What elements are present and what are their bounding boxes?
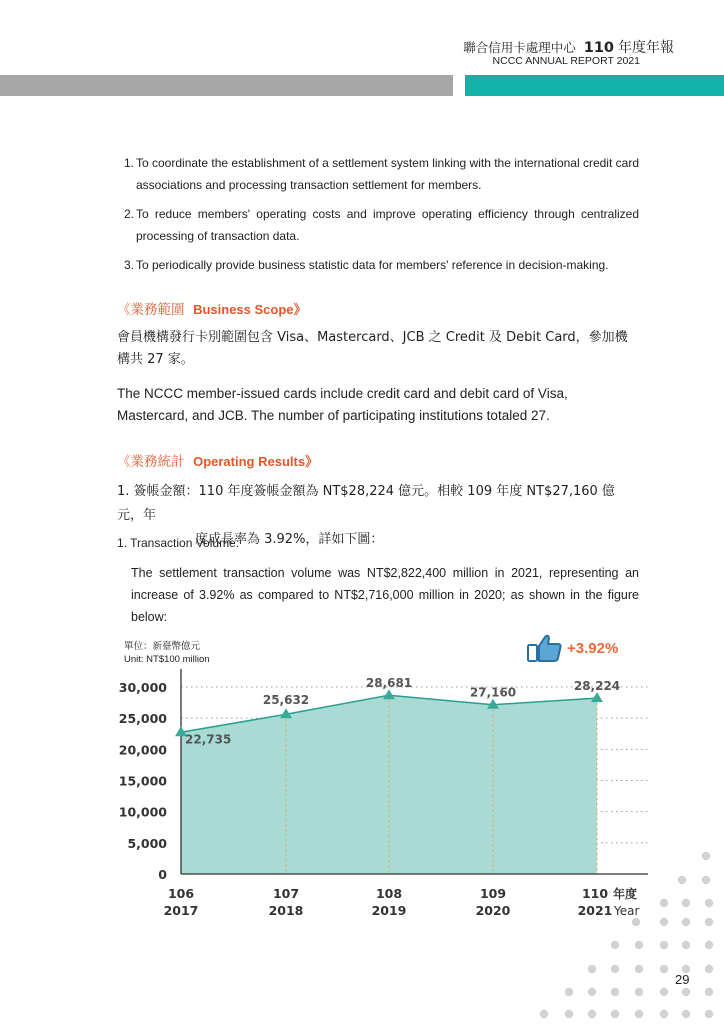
- decorative-dot: [682, 899, 690, 907]
- decorative-dot: [540, 1010, 548, 1018]
- header-title-en: NCCC ANNUAL REPORT 2021: [492, 55, 640, 67]
- data-label: 22,735: [185, 732, 232, 747]
- goal-item: 2. To reduce members' operating costs and improve operating efficiency through centralized processing of transaction data.: [124, 207, 639, 243]
- x-tick-label: 109: [479, 886, 507, 901]
- header-band-gray: [0, 75, 453, 96]
- x-axis-unit-cn: 年度: [613, 887, 638, 901]
- report-title-suffix: 年度年報: [618, 40, 674, 56]
- decorative-dot: [660, 965, 668, 973]
- growth-rate: +3.92%: [567, 639, 619, 657]
- decorative-dot: [702, 852, 710, 860]
- y-tick-label: 10,000: [118, 804, 167, 820]
- decorative-dot: [660, 1010, 668, 1018]
- data-label: 27,160: [469, 685, 517, 700]
- header-band-teal: [465, 75, 724, 96]
- transaction-volume-title: 1. Transaction Volume:: [117, 536, 240, 550]
- thumbs-up-icon: [527, 633, 563, 663]
- data-point: [591, 692, 603, 702]
- x-tick-label: 107: [272, 886, 300, 901]
- data-label: 28,681: [365, 676, 413, 691]
- decorative-dot: [705, 965, 713, 973]
- y-tick-label: 30,000: [118, 680, 167, 695]
- y-tick-label: 5,000: [127, 835, 167, 851]
- y-tick-label: 25,000: [118, 711, 167, 727]
- decorative-dot: [565, 1010, 573, 1018]
- decorative-dot: [635, 965, 643, 973]
- decorative-dot: [660, 988, 668, 996]
- decorative-dot: [705, 941, 713, 949]
- business-scope-cn-text: 會員機構發行卡別範圍包含 Visa、Mastercard、JCB 之 Credit 及 Debit Card，參加機構共 27 家。: [117, 330, 628, 367]
- x-tick-label-year: 2019: [371, 903, 407, 918]
- decorative-dot: [611, 941, 619, 949]
- decorative-dot: [611, 988, 619, 996]
- goal-item: 1. To coordinate the establishment of a settlement system linking with the international credit card associations and processing transaction settlement for members.: [124, 156, 639, 192]
- y-tick-label: 0: [158, 867, 167, 882]
- decorative-dot: [660, 899, 668, 907]
- data-label: 28,224: [573, 679, 621, 694]
- y-tick-label: 15,000: [118, 773, 167, 789]
- decorative-dot: [682, 941, 690, 949]
- x-tick-label-year: 2020: [475, 903, 511, 918]
- unit-cn: 單位：新臺幣億元: [124, 641, 201, 652]
- operating-results-heading: 《業務統計 Operating Results》: [117, 454, 319, 470]
- decorative-dot: [705, 899, 713, 907]
- decorative-dots: [524, 824, 724, 1024]
- decorative-dot: [611, 1010, 619, 1018]
- x-tick-label-year: 2017: [163, 903, 199, 918]
- decorative-dot: [660, 941, 668, 949]
- business-scope-en-text: The NCCC member-issued cards include credit card and debit card of Visa, Mastercard, and JCB. The number of participating institutions totaled 27.: [117, 386, 568, 423]
- decorative-dot: [635, 941, 643, 949]
- data-label: 25,632: [262, 693, 310, 708]
- transaction-volume-text: The settlement transaction volume was NT$2,822,400 million in 2021, representing an increase of 3.92% as compared to NT$2,716,000 million in 2020; as shown in the figure below:: [131, 566, 639, 624]
- report-year-num: 110: [583, 40, 615, 56]
- decorative-dot: [635, 988, 643, 996]
- unit-en: Unit: NT$100 million: [124, 654, 210, 665]
- decorative-dot: [702, 876, 710, 884]
- decorative-dot: [705, 1010, 713, 1018]
- decorative-dot: [588, 965, 596, 973]
- x-tick-label: 106: [167, 886, 195, 901]
- business-scope-heading: 《業務範圍 Business Scope》: [117, 302, 307, 318]
- x-tick-label-year: 2018: [268, 903, 304, 918]
- growth-badge: [527, 633, 618, 663]
- x-tick-label: 110: [581, 886, 609, 901]
- x-tick-label-year: 2021: [577, 903, 613, 918]
- decorative-dot: [678, 876, 686, 884]
- settlement-amount-cn: 1. 簽帳金額：110 年度簽帳金額為 NT$28,224 億元。相較 109 年度 NT$27,160 億元，年 度成長率為 3.92%，詳如下圖：: [117, 484, 615, 547]
- page-number: 29: [675, 972, 690, 987]
- decorative-dot: [588, 988, 596, 996]
- decorative-dot: [705, 918, 713, 926]
- decorative-dot: [682, 988, 690, 996]
- decorative-dot: [632, 918, 640, 926]
- decorative-dot: [660, 918, 668, 926]
- decorative-dot: [682, 918, 690, 926]
- decorative-dot: [588, 1010, 596, 1018]
- decorative-dot: [565, 988, 573, 996]
- y-tick-label: 20,000: [118, 742, 167, 758]
- goals-list: [124, 152, 639, 283]
- decorative-dot: [705, 988, 713, 996]
- header-title-cn: [463, 37, 674, 57]
- org-name-cn: 聯合信用卡處理中心: [463, 40, 576, 55]
- goal-item: 3. To periodically provide business statistic data for members' reference in decision-making.: [124, 258, 609, 272]
- x-axis-unit-en: Year: [614, 904, 640, 918]
- decorative-dot: [611, 965, 619, 973]
- x-tick-label: 108: [375, 886, 403, 901]
- decorative-dot: [635, 1010, 643, 1018]
- data-point: [383, 689, 395, 699]
- decorative-dot: [682, 1010, 690, 1018]
